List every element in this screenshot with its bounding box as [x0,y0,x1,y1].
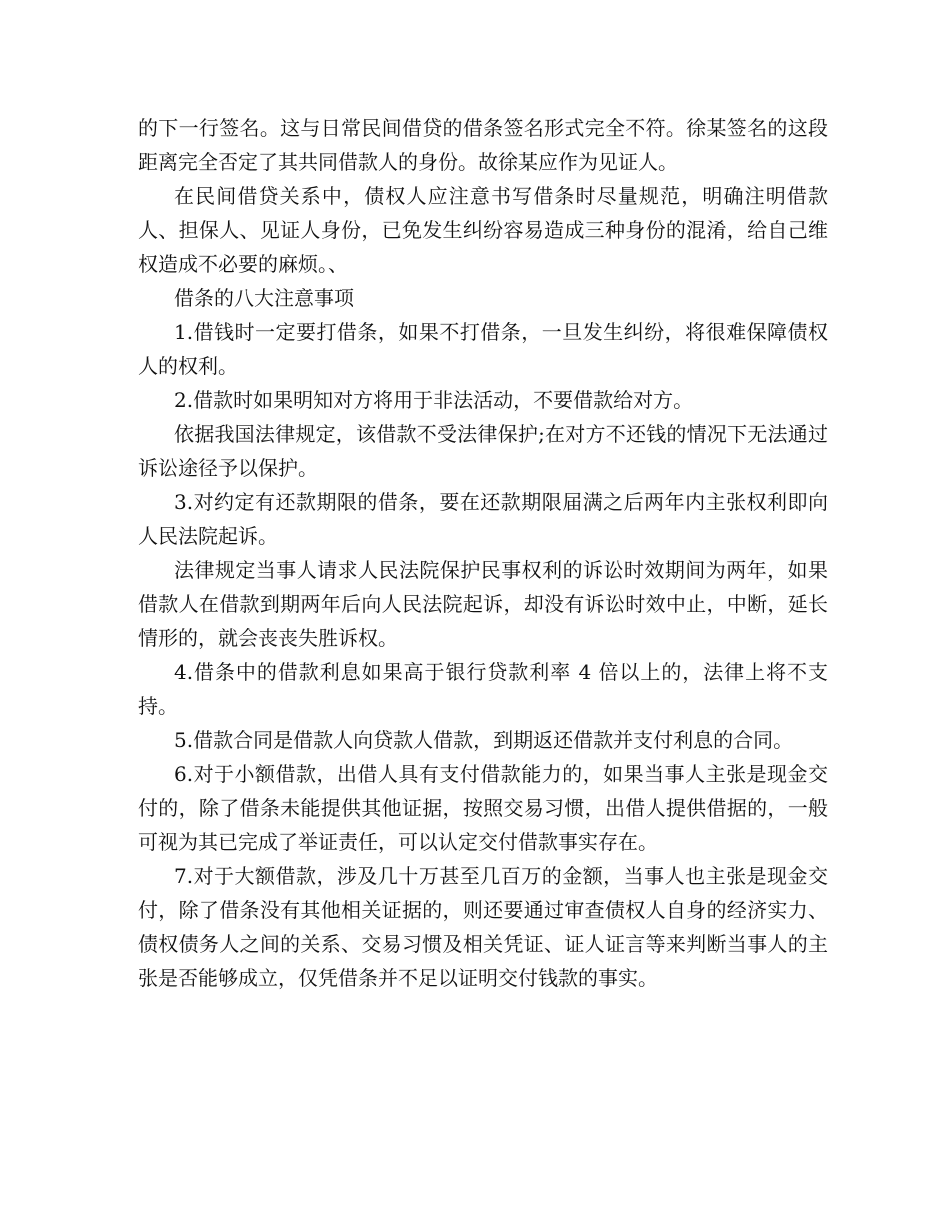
list-item-1: 1.借钱时一定要打借条，如果不打借条，一旦发生纠纷，将很难保障债权人的权利。 [138,320,828,378]
paragraph-note-2: 依据我国法律规定，该借款不受法律保护;在对方不还钱的情况下无法通过诉讼途径予以保护。 [138,422,828,480]
list-item-6: 6.对于小额借款，出借人具有支付借款能力的，如果当事人主张是现金交付的，除了借条未能提供其他证据，按照交易习惯，出借人提供借据的，一般可视为其已完成了举证责任，可以认定交付借款事实存在。 [138,762,828,854]
list-item-2: 2.借款时如果明知对方将用于非法活动，不要借款给对方。 [174,388,694,412]
paragraph-continuation: 的下一行签名。这与日常民间借贷的借条签名形式完全不符。徐某签名的这段距离完全否定了其共同借款人的身份。故徐某应作为见证人。 [138,116,828,174]
list-item-4: 4.借条中的借款利息如果高于银行贷款利率 4 倍以上的，法律上将不支持。 [138,660,828,718]
paragraph-note-3: 法律规定当事人请求人民法院保护民事权利的诉讼时效期间为两年，如果借款人在借款到期两年后向人民法院起诉，却没有诉讼时效中止，中断，延长情形的，就会丧丧失胜诉权。 [138,558,828,650]
section-heading: 借条的八大注意事项 [174,286,354,310]
list-item-5: 5.借款合同是借款人向贷款人借款，到期返还借款并支付利息的合同。 [174,728,794,752]
paragraph-advice: 在民间借贷关系中，债权人应注意书写借条时尽量规范，明确注明借款人、担保人、见证人身份，已免发生纠纷容易造成三种身份的混淆，给自己维权造成不必要的麻烦。、 [138,184,828,276]
list-item-3: 3.对约定有还款期限的借条，要在还款期限届满之后两年内主张权利即向人民法院起诉。 [138,490,828,548]
document-body [138,111,828,995]
list-item-7: 7.对于大额借款，涉及几十万甚至几百万的金额，当事人也主张是现金交付，除了借条没有其他相关证据的，则还要通过审查债权人自身的经济实力、债权债务人之间的关系、交易习惯及相关凭证、证人证言等来判断当事人的主张是否能够成立，仅凭借条并不足以证明交付钱款的事实。 [138,864,828,990]
